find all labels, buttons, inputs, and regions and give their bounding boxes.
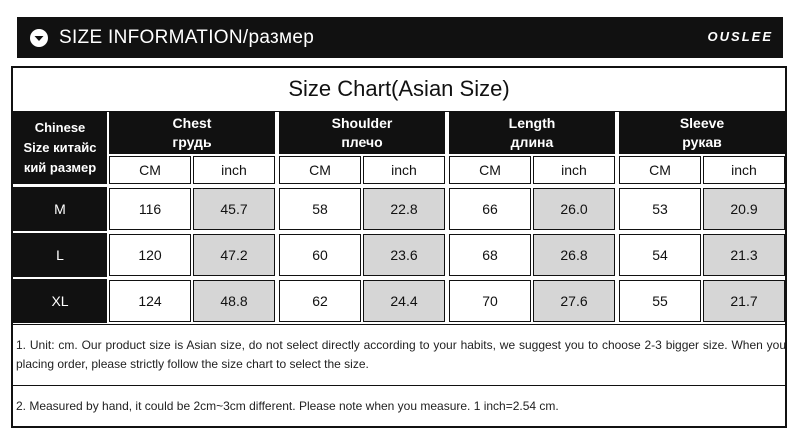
table-cell: 21.3 [703, 234, 785, 276]
table-cell: 116 [109, 188, 191, 230]
unit-header-cm: CM [619, 156, 701, 184]
table-cell: 22.8 [363, 188, 445, 230]
unit-header-inch: inch [193, 156, 275, 184]
header-title: SIZE INFORMATION/размер [59, 26, 315, 48]
table-cell: 23.6 [363, 234, 445, 276]
size-header-line: Size китайс [23, 140, 97, 155]
group-name-ru: длина [510, 134, 554, 150]
table-cell: 66 [449, 188, 531, 230]
group-name-ru: плечо [341, 134, 383, 150]
table-cell: 54 [619, 234, 701, 276]
unit-header-inch: inch [703, 156, 785, 184]
group-header-sleeve [619, 112, 785, 154]
group-name: Chest [172, 115, 212, 131]
header-bar [17, 17, 783, 58]
size-header-line: Chinese [34, 120, 86, 135]
table-cell: 48.8 [193, 280, 275, 322]
table-cell: 26.0 [533, 188, 615, 230]
table-cell: 58 [279, 188, 361, 230]
table-cell: 24.4 [363, 280, 445, 322]
group-name-ru: рукав [682, 134, 722, 150]
table-cell: 26.8 [533, 234, 615, 276]
table-cell: 55 [619, 280, 701, 322]
chart-title: Size Chart(Asian Size) [288, 76, 510, 101]
unit-header-cm: CM [449, 156, 531, 184]
group-header-chest [109, 112, 275, 154]
table-cell: 70 [449, 280, 531, 322]
group-name: Sleeve [679, 115, 725, 131]
table-cell: 20.9 [703, 188, 785, 230]
group-header-shoulder [279, 112, 445, 154]
unit-header-inch: inch [363, 156, 445, 184]
table-cell: 47.2 [193, 234, 275, 276]
table-cell: 120 [109, 234, 191, 276]
divider [13, 385, 785, 386]
chevron-down-icon [29, 28, 49, 48]
group-name-ru: грудь [172, 134, 212, 150]
divider [13, 324, 785, 325]
table-cell: 27.6 [533, 280, 615, 322]
table-cell: 62 [279, 280, 361, 322]
note-1: 1. Unit: cm. Our product size is Asian size, do not select directly according to your habits, we suggest you to choose 2-3 bigger size. When you placing order, please strictly follow the size chart to select the size. [16, 338, 786, 371]
note-2: 2. Measured by hand, it could be 2cm~3cm different. Please note when you measure. 1 inch=2.54 cm. [16, 399, 559, 413]
size-column-header [13, 112, 107, 184]
size-header-line: кий размер [23, 160, 97, 175]
size-label: L [13, 233, 107, 277]
table-cell: 68 [449, 234, 531, 276]
group-name: Shoulder [331, 115, 393, 131]
group-name: Length [508, 115, 556, 131]
table-cell: 60 [279, 234, 361, 276]
unit-header-cm: CM [109, 156, 191, 184]
table-cell: 21.7 [703, 280, 785, 322]
size-label: XL [13, 279, 107, 323]
table-cell: 53 [619, 188, 701, 230]
unit-header-cm: CM [279, 156, 361, 184]
table-cell: 124 [109, 280, 191, 322]
group-header-length [449, 112, 615, 154]
table-cell: 45.7 [193, 188, 275, 230]
brand-logo: OUSLEE [707, 29, 773, 44]
unit-header-inch: inch [533, 156, 615, 184]
size-label: M [13, 187, 107, 231]
